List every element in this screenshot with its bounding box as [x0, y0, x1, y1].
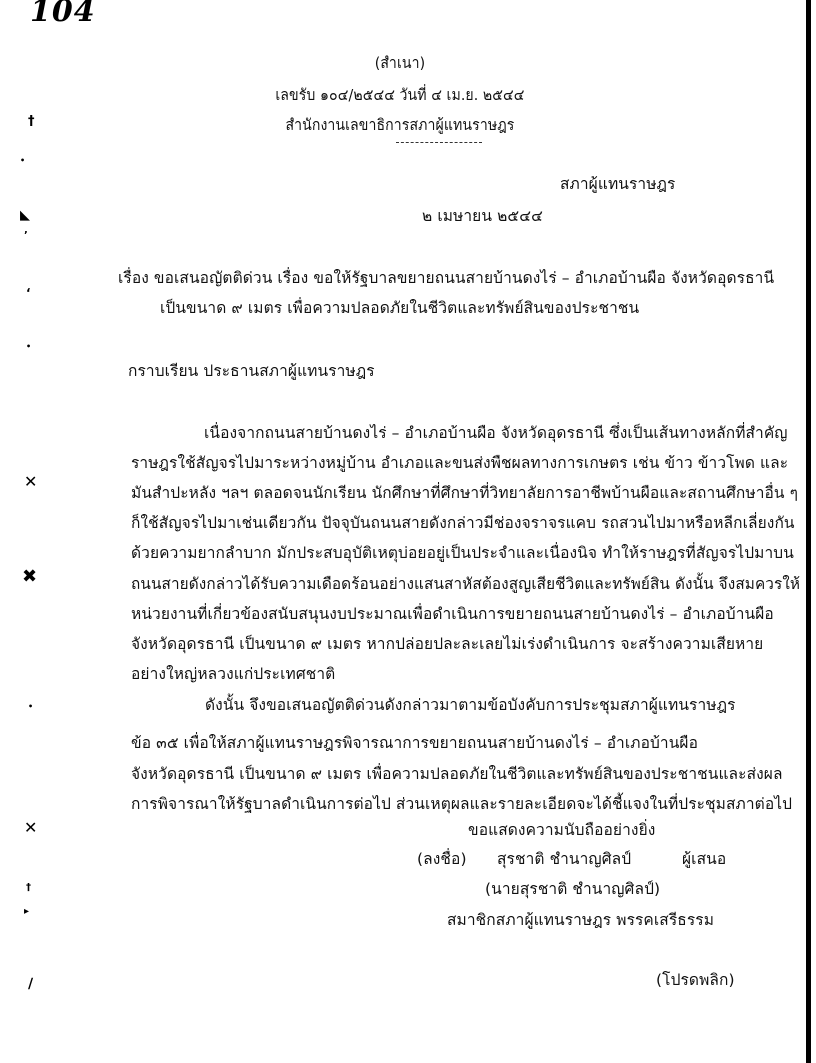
body-line: ข้อ ๓๕ เพื่อให้สภาผู้แทนราษฎรพิจารณาการขยายถนนสายบ้านดงไร่ – อำเภอบ้านผือ	[131, 734, 699, 752]
scan-speck: ▸	[24, 906, 30, 917]
scan-speck: •	[20, 156, 26, 165]
body-line: จังหวัดอุดรธานี เป็นขนาด ๙ เมตร หากปล่อยปละละเลยไม่เร่งดำเนินการ จะสร้างความเสียหาย	[131, 635, 764, 653]
signer-position: สมาชิกสภาผู้แทนราษฎร พรรคเสรีธรรม	[447, 911, 715, 929]
subject-line-2: เป็นขนาด ๙ เมตร เพื่อความปลอดภัยในชีวิตและทรัพย์สินของประชาชน	[160, 299, 640, 317]
scan-speck: †	[26, 882, 31, 893]
subject-line-1: เรื่อง ขอเสนอญัตติด่วน เรื่อง ขอให้รัฐบาลขยายถนนสายบ้านดงไร่ – อำเภอบ้านผือ จังหวัดอุดรธานี	[118, 269, 775, 287]
body-line: ก็ใช้สัญจรไปมาเช่นเดียวกัน ปัจจุบันถนนสายดังกล่าวมีช่องจราจรแคบ รถสวนไปมาหรือหลีกเลี่ยงกัน	[131, 514, 795, 532]
handwritten-page-number: 104	[30, 0, 96, 29]
copy-label: (สำเนา)	[374, 54, 426, 72]
header-separator	[396, 142, 482, 143]
scan-speck: ∕	[28, 976, 34, 992]
body-line: หน่วยงานที่เกี่ยวข้องสนับสนุนงบประมาณเพื่อดำเนินการขยายถนนสายบ้านดงไร่ – อำเภอบ้านผือ	[131, 605, 774, 623]
letter-date: ๒ เมษายน ๒๕๔๔	[422, 207, 543, 225]
body-line: ถนนสายดังกล่าวได้รับความเดือดร้อนอย่างแสนสาหัสต้องสูญเสียชีวิตและทรัพย์สิน ดังนั้น จึงสมควรให้	[131, 575, 801, 593]
scan-speck: ’	[24, 230, 28, 241]
body-line: ดังนั้น จึงขอเสนอญัตติด่วนดังกล่าวมาตามข้อบังคับการประชุมสภาผู้แทนราษฎร	[205, 696, 736, 714]
signer-full-name: (นายสุรชาติ ชำนาญศิลป์)	[485, 880, 661, 898]
body-line: อย่างใหญ่หลวงแก่ประเทศชาติ	[131, 665, 336, 683]
scan-speck: ‘	[26, 286, 31, 300]
scan-speck: •	[26, 342, 32, 351]
signer-name: สุรชาติ ชำนาญศิลป์	[497, 850, 632, 868]
body-line: ด้วยความยากลำบาก มักประสบอุบัติเหตุบ่อยอยู่เป็นประจำและเนื่องนิจ ทำให้ราษฎรที่สัญจรไปมาบน	[131, 544, 794, 562]
page-turn-note: (โปรดพลิก)	[656, 971, 735, 989]
salutation: กราบเรียน ประธานสภาผู้แทนราษฎร	[128, 362, 375, 380]
scan-speck: ◣	[20, 208, 30, 223]
closing-respect: ขอแสดงความนับถืออย่างยิ่ง	[468, 821, 656, 839]
signer-role: ผู้เสนอ	[682, 850, 727, 868]
signed-label: (ลงชื่อ)	[417, 850, 467, 868]
scan-speck: ✕	[24, 818, 38, 837]
body-line: จังหวัดอุดรธานี เป็นขนาด ๙ เมตร เพื่อความปลอดภัยในชีวิตและทรัพย์สินของประชาชนและส่งผล	[131, 765, 783, 783]
scan-speck: ✖	[22, 566, 38, 587]
letterhead-place: สภาผู้แทนราษฎร	[560, 175, 676, 193]
body-line: ราษฎรใช้สัญจรไปมาระหว่างหมู่บ้าน อำเภอและขนส่งพืชผลทางการเกษตร เช่น ข้าว ข้าวโพด และ	[131, 454, 789, 472]
receipt-line: เลขรับ ๑๐๔/๒๕๔๔ วันที่ ๔ เม.ย. ๒๕๔๔	[275, 86, 525, 104]
body-line: การพิจารณาให้รัฐบาลดำเนินการต่อไป ส่วนเหตุผลและรายละเอียดจะได้ชี้แจงในที่ประชุมสภาต่อไป	[131, 795, 793, 813]
body-line: มันสำปะหลัง ฯลฯ ตลอดจนนักเรียน นักศึกษาที่ศึกษาที่วิทยาลัยการอาชีพบ้านผือและสถานศึกษาอื่น ๆ	[131, 484, 799, 502]
scan-speck: ✕	[24, 472, 38, 491]
scan-edge	[806, 0, 811, 1063]
body-line: เนื่องจากถนนสายบ้านดงไร่ – อำเภอบ้านผือ จังหวัดอุดรธานี ซึ่งเป็นเส้นทางหลักที่สำคัญ	[204, 424, 788, 442]
scan-speck: †	[28, 114, 35, 129]
scan-speck: •	[28, 702, 34, 711]
office-name: สำนักงานเลขาธิการสภาผู้แทนราษฎร	[285, 116, 515, 134]
